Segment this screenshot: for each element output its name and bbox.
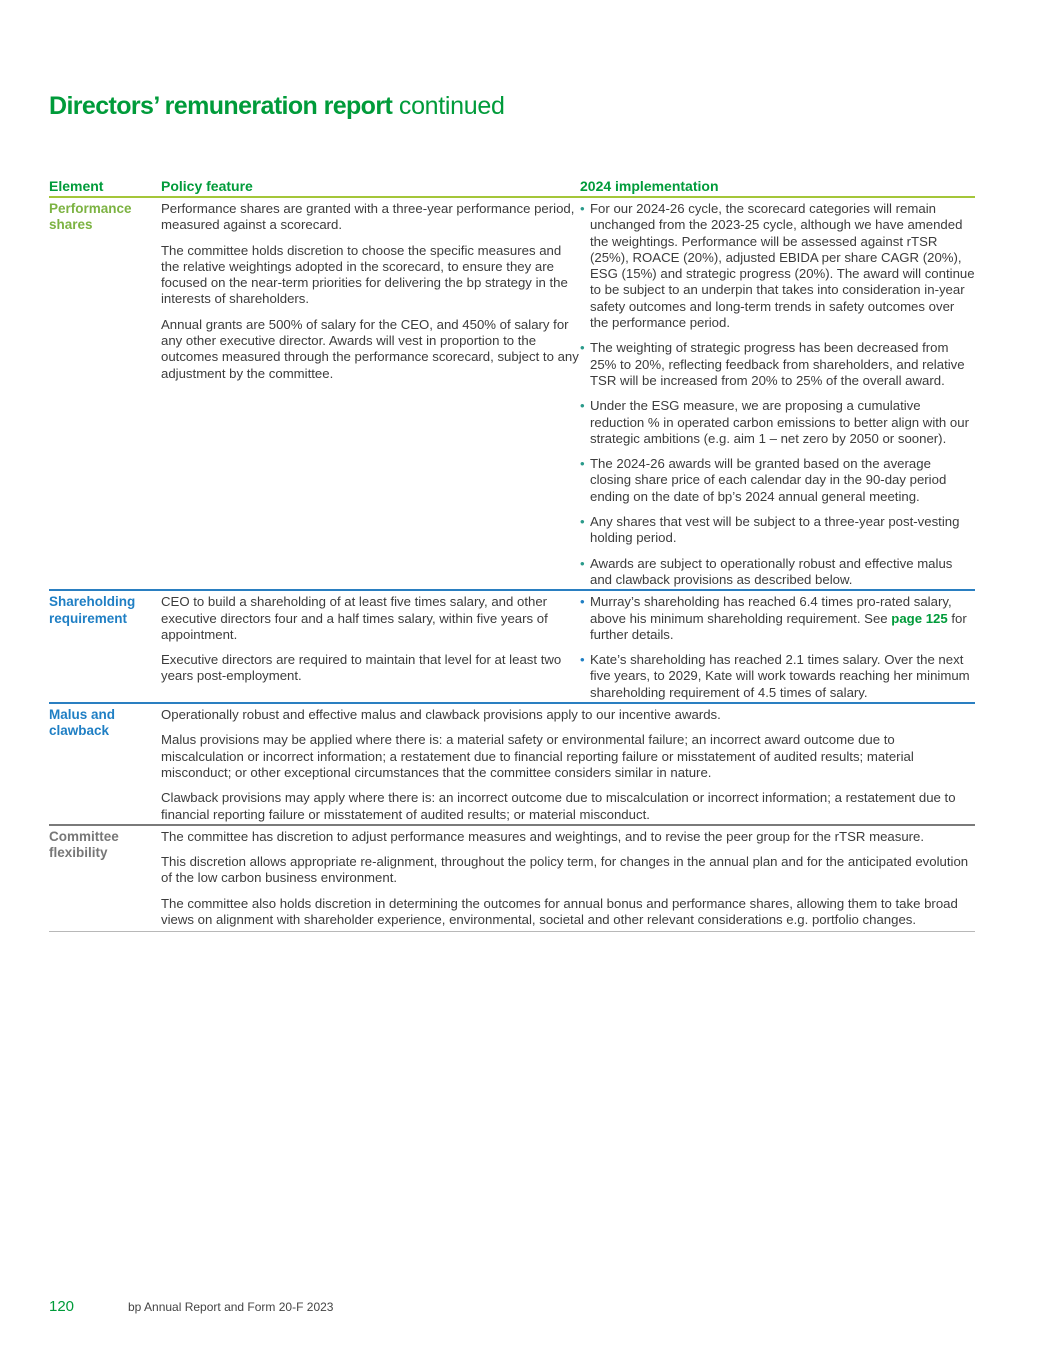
policy-paragraph: Annual grants are 500% of salary for the CEO, and 450% of salary for any other executive director. Awards will vest in proportion to the outcomes measured through the performance scorecard, subject to any adjustment by the committee. [161, 316, 579, 381]
policy-paragraph: Executive directors are required to maintain that level for at least two years post-employment. [161, 652, 562, 684]
text-paragraph: The committee has discretion to adjust performance measures and weightings, and to revise the peer group for the rTSR measure. [161, 828, 925, 844]
list-item: • Any shares that vest will be subject to a three-year post-vesting holding period. [580, 514, 960, 546]
table-row-committee-flexibility [49, 826, 975, 932]
table-row-performance-shares [49, 198, 975, 591]
policy-cell [161, 594, 580, 701]
title-continued: continued [392, 92, 505, 120]
list-item: • Under the ESG measure, we are proposing a cumulative reduction % in operated carbon emissions to better align with our strategic ambitions (e.g. aim 1 – net zero by 2050 or sooner). [580, 398, 969, 446]
bullet-icon: • [580, 594, 585, 610]
row-label-committee-flexibility: Committee flexibility [49, 828, 119, 861]
merged-text-cell [161, 707, 975, 823]
implementation-cell [580, 201, 975, 588]
policy-cell [161, 201, 580, 588]
bullet-icon: • [580, 514, 585, 530]
row-label-shareholding-requirement: Shareholding requirement [49, 594, 136, 626]
bullet-icon: • [580, 555, 585, 571]
list-item: • The weighting of strategic progress has been decreased from 25% to 20%, reflecting feedback from shareholders, and relative TSR will be increased from 20% to 25% of the overall award. [580, 340, 965, 388]
text-paragraph: Clawback provisions may apply where there is: an incorrect outcome due to miscalculation or incorrect information; a restatement due to financial reporting failure or misstatement of audited results; or material misconduct. [161, 790, 956, 822]
policy-paragraph: The committee holds discretion to choose the specific measures and the relative weightings adopted in the scorecard, to ensure they are focused on the near-term priorities for delivering the bp strategy in the interests of shareholders. [161, 242, 568, 307]
list-item: • The 2024-26 awards will be granted based on the average closing share price of each calendar day in the 90-day period ending on the date of bp’s 2024 annual general meeting. [580, 456, 947, 504]
text-paragraph: Malus provisions may be applied where there is: a material safety or environmental failure; an incorrect award outcome due to miscalculation or incorrect information; a restatement due to financial reporting failure or misstatement of audited results; material misconduct; or other exceptional circumstances that the committee considers similar in nature. [161, 732, 914, 780]
title-bold: Directors’ remuneration report [49, 92, 393, 120]
implementation-list [580, 594, 975, 701]
policy-paragraph: CEO to build a shareholding of at least five times salary, and other executive directors four and a half times salary, within five years of appointment. [161, 594, 548, 642]
merged-text-cell [161, 829, 975, 928]
page-title [49, 92, 505, 121]
remuneration-policy-table [49, 178, 975, 932]
row-label-malus-clawback: Malus and clawback [49, 707, 116, 739]
implementation-list [580, 201, 975, 588]
table-row-shareholding-requirement [49, 591, 975, 704]
policy-paragraph: Performance shares are granted with a three-year performance period, measured against a scorecard. [161, 201, 575, 233]
text-paragraph: Operationally robust and effective malus and clawback provisions apply to our incentive awards. [161, 707, 721, 723]
row-label-performance-shares: Performance shares [49, 201, 132, 233]
text-paragraph: The committee also holds discretion in determining the outcomes for annual bonus and performance shares, allowing them to take broad views on alignment with shareholder experience, environmental, societal and other relevant considerations e.g. portfolio changes. [161, 895, 958, 927]
table-row-malus-clawback [49, 704, 975, 826]
list-item: • Kate’s shareholding has reached 2.1 times salary. Over the next five years, to 2029, Kate will work towards reaching her minimum shareholding requirement of 4.5 times of salary. [580, 652, 970, 700]
bullet-icon: • [580, 652, 585, 668]
bullet-icon: • [580, 456, 585, 472]
bullet-icon: • [580, 340, 585, 356]
page-link[interactable]: page 125 [891, 610, 948, 626]
col-header-implementation: 2024 implementation [580, 178, 719, 194]
list-item: • Murray’s shareholding has reached 6.4 times pro-rated salary, above his minimum shareholding requirement. See page 125 for further details. [580, 594, 967, 642]
bullet-icon: • [580, 201, 585, 216]
bullet-icon: • [580, 398, 585, 414]
page-number: 120 [49, 1298, 75, 1315]
publication-title: bp Annual Report and Form 20-F 2023 [128, 1300, 334, 1314]
implementation-cell [580, 594, 975, 701]
list-item: • Awards are subject to operationally robust and effective malus and clawback provisions as described below. [580, 555, 953, 587]
table-header-row [49, 178, 975, 198]
list-item: • For our 2024-26 cycle, the scorecard categories will remain unchanged from the 2023-25 cycle, although we have amended the weightings. Performance will be assessed against rTSR (25%), ROACE (20%), adjusted EBIDA per share CAGR (20%), ESG (15%) and strategic progress (20%). The award will continue to be subject to an underpin that takes into consideration in-year safety outcomes and long-term trends in safety outcomes over the performance period. [580, 201, 975, 331]
text-paragraph: This discretion allows appropriate re-alignment, throughout the policy term, for changes in the annual plan and for the anticipated evolution of the low carbon business environment. [161, 854, 969, 886]
col-header-element: Element [49, 178, 104, 194]
col-header-policy-feature: Policy feature [161, 178, 253, 194]
